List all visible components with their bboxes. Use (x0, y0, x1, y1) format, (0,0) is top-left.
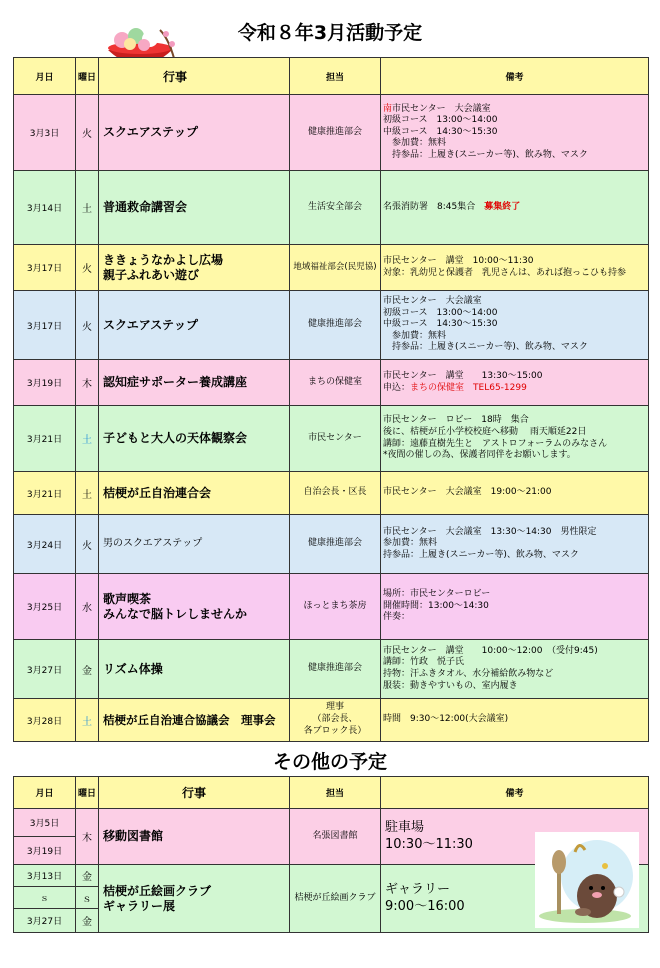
row-dow: 土 (76, 472, 99, 515)
row-date: 3月27日 (14, 909, 76, 933)
table-row (14, 406, 649, 472)
row-date: 3月19日 (14, 360, 76, 406)
row-event: 認知症サポーター養成講座 (99, 360, 290, 406)
table-row (14, 95, 649, 171)
header-dow: 曜日 (76, 777, 99, 809)
row-date: 3月17日 (14, 291, 76, 360)
row-event: 男のスクエアステップ (99, 515, 290, 574)
row-owner: 健康推進部会 (290, 515, 381, 574)
table-row (14, 699, 649, 742)
row-event: 子どもと大人の天体観察会 (99, 406, 290, 472)
row-owner: 理事 （部会長、 各ブロック長） (290, 699, 381, 742)
table-row (14, 291, 649, 360)
row-note: 市民センター 講堂 13:30～15:00 申込：まちの保健室 TEL65-1299 (381, 360, 649, 406)
row-owner: 健康推進部会 (290, 640, 381, 699)
table-row (14, 171, 649, 245)
row-date: 3月27日 (14, 640, 76, 699)
row-note: ギャラリー 9:00～16:00 (381, 865, 649, 933)
row-event: リズム体操 (99, 640, 290, 699)
row-note: 時間 9:30～12:00(大会議室) (381, 699, 649, 742)
row-owner: 生活安全部会 (290, 171, 381, 245)
row-owner: 市民センター (290, 406, 381, 472)
row-dow: 金 (76, 865, 99, 887)
row-event: 移動図書館 (99, 809, 290, 865)
row-owner: 名張図書館 (290, 809, 381, 865)
header-date: 月日 (14, 777, 76, 809)
table-row (14, 360, 649, 406)
row-note: 市民センター 大会議室 初級コース 13:00～14:00 中級コース 14:30～15:30 参加費：無料 持参品：上履き(スニーカー等)、飲み物、マスク (381, 291, 649, 360)
row-note: 市民センター ロビー 18時 集合 後に、桔梗が丘小学校校庭へ移動 雨天順延22日 講師：遠藤直樹先生と アストロフォーラムのみなさん *夜間の催しの為、保護者同伴をお願いします。 (381, 406, 649, 472)
row-dow: 土 (76, 171, 99, 245)
row-note: 名張消防署 8:45集合 募集終了 (381, 171, 649, 245)
header-owner: 担当 (290, 777, 381, 809)
row-note: 場所：市民センターロビー 開催時間：13:00～14:30 伴奏： (381, 574, 649, 640)
row-date: ｓ (14, 887, 76, 909)
row-dow: 火 (76, 515, 99, 574)
row-owner: ほっとまち茶房 (290, 574, 381, 640)
table-row (14, 515, 649, 574)
row-event: 桔梗が丘絵画クラブ ギャラリー展 (99, 865, 290, 933)
row-date: 3月17日 (14, 245, 76, 291)
row-note: 市民センター 講堂 10:00～11:30 対象：乳幼児と保護者 乳児さんは、あれば抱っこひも持参 (381, 245, 649, 291)
row-event: 桔梗が丘自治連合協議会 理事会 (99, 699, 290, 742)
row-owner: 自治会長・区長 (290, 472, 381, 515)
row-note: 市民センター 講堂 10:00～12:00 （受付9:45) 講師：竹政 悦子氏 持物：汗ふきタオル、水分補給飲み物など 服装：動きやすいもの、室内履き (381, 640, 649, 699)
row-event: ききょうなかよし広場 親子ふれあい遊び (99, 245, 290, 291)
row-date: 3月21日 (14, 406, 76, 472)
page-title: 令和８年3月活動予定 (237, 22, 423, 44)
row-date: 3月25日 (14, 574, 76, 640)
row-event: 歌声喫茶 みんなで脳トレしませんか (99, 574, 290, 640)
row-dow: 木 (76, 360, 99, 406)
other-section-title: その他の予定 (272, 751, 387, 773)
row-note: 駐車場 10:30～11:30 (381, 809, 649, 865)
row-date: 3月13日 (14, 865, 76, 887)
schedule-table (13, 57, 649, 742)
row-owner: 健康推進部会 (290, 291, 381, 360)
row-event: スクエアステップ (99, 291, 290, 360)
row-date: 3月24日 (14, 515, 76, 574)
row-event: 桔梗が丘自治連合会 (99, 472, 290, 515)
table-header (14, 58, 649, 95)
header-note: 備考 (381, 58, 649, 95)
row-date: 3月14日 (14, 171, 76, 245)
mole-illustration-icon (535, 832, 639, 928)
table-row (14, 640, 649, 699)
row-date: 3月5日 (14, 809, 76, 837)
row-dow: 土 (76, 406, 99, 472)
closed-badge: 募集終了 (484, 201, 521, 212)
header-dow: 曜日 (76, 58, 99, 95)
row-note: 市民センター 大会議室 19:00～21:00 (381, 472, 649, 515)
row-date: 3月21日 (14, 472, 76, 515)
row-owner: 桔梗が丘絵画クラブ (290, 865, 381, 933)
row-owner: まちの保健室 (290, 360, 381, 406)
table-row (14, 574, 649, 640)
row-note: 南市民センター 大会議室 初級コース 13:00～14:00 中級コース 14:30～15:30 参加費：無料 持参品：上履き(スニーカー等)、飲み物、マスク (381, 95, 649, 171)
row-dow: ｓ (76, 887, 99, 909)
contact-phone: まちの保健室 TEL65-1299 (410, 382, 527, 393)
header-event: 行事 (99, 58, 290, 95)
header-note: 備考 (381, 777, 649, 809)
row-dow: 金 (76, 909, 99, 933)
row-owner: 健康推進部会 (290, 95, 381, 171)
row-dow: 土 (76, 699, 99, 742)
row-dow: 火 (76, 291, 99, 360)
row-date: 3月28日 (14, 699, 76, 742)
row-dow: 木 (76, 809, 99, 865)
table-row (14, 245, 649, 291)
row-dow: 水 (76, 574, 99, 640)
note-red-text: 南 (383, 103, 393, 114)
row-dow: 火 (76, 95, 99, 171)
row-event: スクエアステップ (99, 95, 290, 171)
row-owner: 地域福祉部会(民児協) (290, 245, 381, 291)
row-event: 普通救命講習会 (99, 171, 290, 245)
row-note: 市民センター 大会議室 13:30～14:30 男性限定 参加費：無料 持参品：上履き(スニーカー等)、飲み物、マスク (381, 515, 649, 574)
row-dow: 金 (76, 640, 99, 699)
header-owner: 担当 (290, 58, 381, 95)
table-row (14, 472, 649, 515)
row-date: 3月3日 (14, 95, 76, 171)
row-dow: 火 (76, 245, 99, 291)
header-event: 行事 (99, 777, 290, 809)
table-header (14, 777, 649, 809)
row-date: 3月19日 (14, 837, 76, 865)
header-date: 月日 (14, 58, 76, 95)
